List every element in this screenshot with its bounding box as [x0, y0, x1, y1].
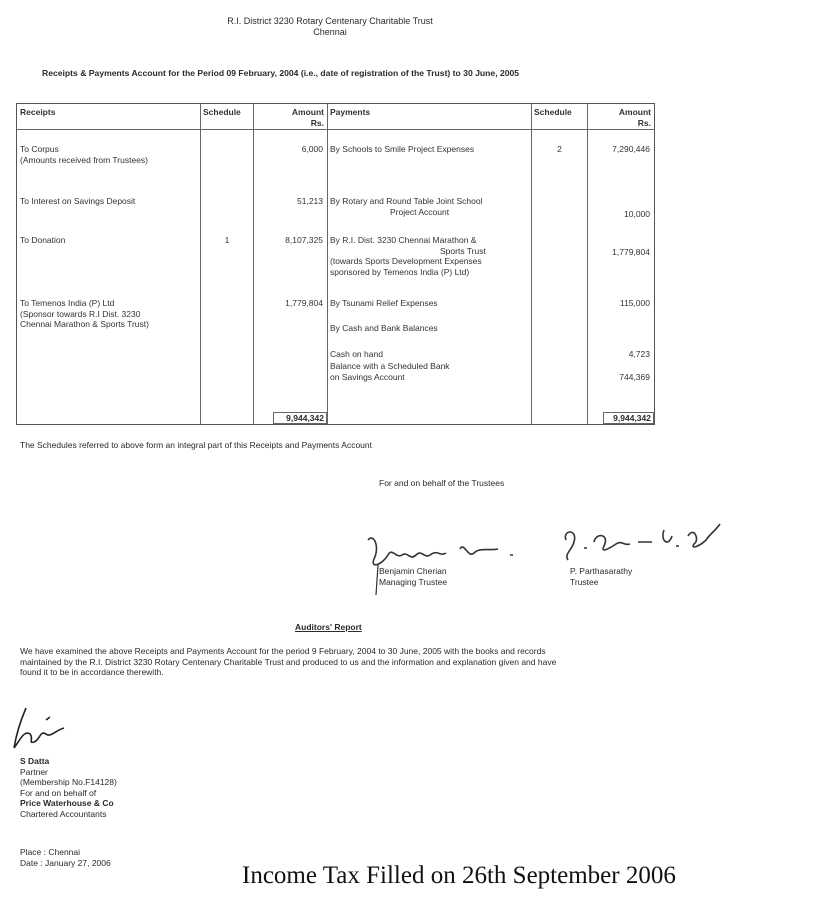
- trustee-title: Managing Trustee: [379, 576, 448, 587]
- receipt-amount: 1,779,804: [285, 298, 323, 308]
- payment-schedule: 2: [557, 144, 562, 154]
- receipt-line: (Sponsor towards R.I Dist. 3230: [20, 308, 141, 319]
- payment-line: sponsored by Temenos India (P) Ltd): [330, 266, 470, 277]
- payment-line: By Rotary and Round Table Joint School: [330, 196, 483, 206]
- place: Place : Chennai: [20, 847, 81, 857]
- trust-name: R.I. District 3230 Rotary Centenary Charitable Trust: [227, 16, 433, 26]
- total-payments: 9,944,342: [603, 412, 654, 424]
- receipt-donation: To Donation: [20, 235, 66, 245]
- receipt-amount: 6,000: [301, 144, 323, 154]
- payment-cash-hand: Cash on hand: [330, 349, 383, 359]
- header-receipts: Receipts: [20, 107, 56, 117]
- total-receipts: 9,944,342: [273, 412, 327, 424]
- header-amount-2: Amount: [618, 107, 651, 117]
- payment-joint-school: [330, 196, 482, 217]
- receipt-amount: 51,213: [297, 196, 323, 206]
- payment-line: (towards Sports Development Expenses: [330, 256, 482, 266]
- payment-amount: 1,779,804: [612, 247, 650, 257]
- auditor-firm-type: Chartered Accountants: [20, 808, 107, 819]
- payment-line: Project Account: [390, 206, 450, 217]
- col-divider: [587, 104, 588, 424]
- trustee-title: Trustee: [570, 576, 599, 587]
- city: Chennai: [313, 27, 347, 37]
- trustee-name: Benjamin Cherian: [379, 566, 447, 576]
- payment-amount: 4,723: [628, 349, 650, 359]
- auditor-membership: (Membership No.F14128): [20, 777, 117, 787]
- header-amount-unit: Rs.: [310, 118, 324, 128]
- schedules-note: The Schedules referred to above form an integral part of this Receipts and Payments Account: [20, 440, 372, 450]
- auditor-sign-block: [20, 756, 117, 819]
- col-divider: [200, 104, 201, 424]
- trustee-2: [570, 566, 632, 587]
- payment-cash-bank: By Cash and Bank Balances: [330, 323, 438, 333]
- payment-line: Balance with a Scheduled Bank: [330, 361, 450, 371]
- report-line: maintained by the R.I. District 3230 Rotary Centenary Charitable Trust and produced to us and the information and explanation given and have: [20, 656, 557, 667]
- auditors-heading: Auditors' Report: [295, 622, 362, 632]
- payment-schools: By Schools to Smile Project Expenses: [330, 144, 475, 154]
- header-amount-2-unit: Rs.: [637, 118, 651, 128]
- auditor-name: S Datta: [20, 756, 50, 766]
- payment-amount: 744,369: [619, 372, 650, 382]
- report-line: We have examined the above Receipts and Payments Account for the period 9 February, 2004 to 30 June, 2005 with the books and records: [20, 646, 546, 656]
- date: Date : January 27, 2006: [20, 857, 111, 868]
- payment-line: on Savings Account: [330, 371, 405, 382]
- payment-line: Sports Trust: [440, 245, 486, 256]
- auditor-signature: [10, 700, 80, 752]
- auditor-for-behalf: For and on behalf of: [20, 787, 97, 798]
- receipt-amount: 8,107,325: [285, 235, 323, 245]
- header-amount: Amount: [291, 107, 324, 117]
- header-schedule-2: Schedule: [534, 107, 572, 117]
- receipts-payments-table: [16, 103, 655, 425]
- auditors-report-text: [20, 646, 700, 678]
- payment-amount: 115,000: [619, 298, 650, 308]
- receipt-interest: To Interest on Savings Deposit: [20, 196, 136, 206]
- col-divider: [327, 104, 328, 424]
- account-title: Receipts & Payments Account for the Period 09 February, 2004 (i.e., date of registration of the Trust) to 30 June, 2005: [42, 68, 520, 78]
- behalf-trustees: For and on behalf of the Trustees: [379, 478, 505, 488]
- col-divider: [253, 104, 254, 424]
- header-payments: Payments: [330, 107, 371, 117]
- receipt-temenos: [20, 298, 149, 330]
- payment-amount: 10,000: [624, 209, 650, 219]
- payment-amount: 7,290,446: [612, 144, 650, 154]
- receipt-line: Chennai Marathon & Sports Trust): [20, 319, 149, 329]
- payment-bank-balance: [330, 361, 450, 382]
- receipt-line: (Amounts received from Trustees): [20, 154, 149, 165]
- income-tax-note: Income Tax Filled on 26th September 2006: [242, 862, 676, 889]
- trustee-1: [379, 566, 447, 587]
- trustee-name: P. Parthasarathy: [570, 566, 633, 576]
- payment-line: By R.I. Dist. 3230 Chennai Marathon &: [330, 235, 477, 245]
- trustee-signature-2: [560, 520, 750, 565]
- report-line: found it to be in accordance therewith.: [20, 667, 164, 677]
- payment-tsunami: By Tsunami Relief Expenses: [330, 298, 438, 308]
- receipt-schedule: 1: [224, 235, 230, 245]
- auditor-role: Partner: [20, 766, 48, 777]
- auditor-firm: Price Waterhouse & Co: [20, 798, 114, 808]
- receipt-line: To Temenos India (P) Ltd: [20, 298, 115, 308]
- receipt-corpus: [20, 144, 148, 165]
- receipt-line: To Corpus: [20, 144, 59, 154]
- header-schedule: Schedule: [203, 107, 241, 117]
- place-date: [20, 847, 111, 868]
- payment-marathon: [330, 235, 486, 277]
- header-divider: [17, 129, 654, 130]
